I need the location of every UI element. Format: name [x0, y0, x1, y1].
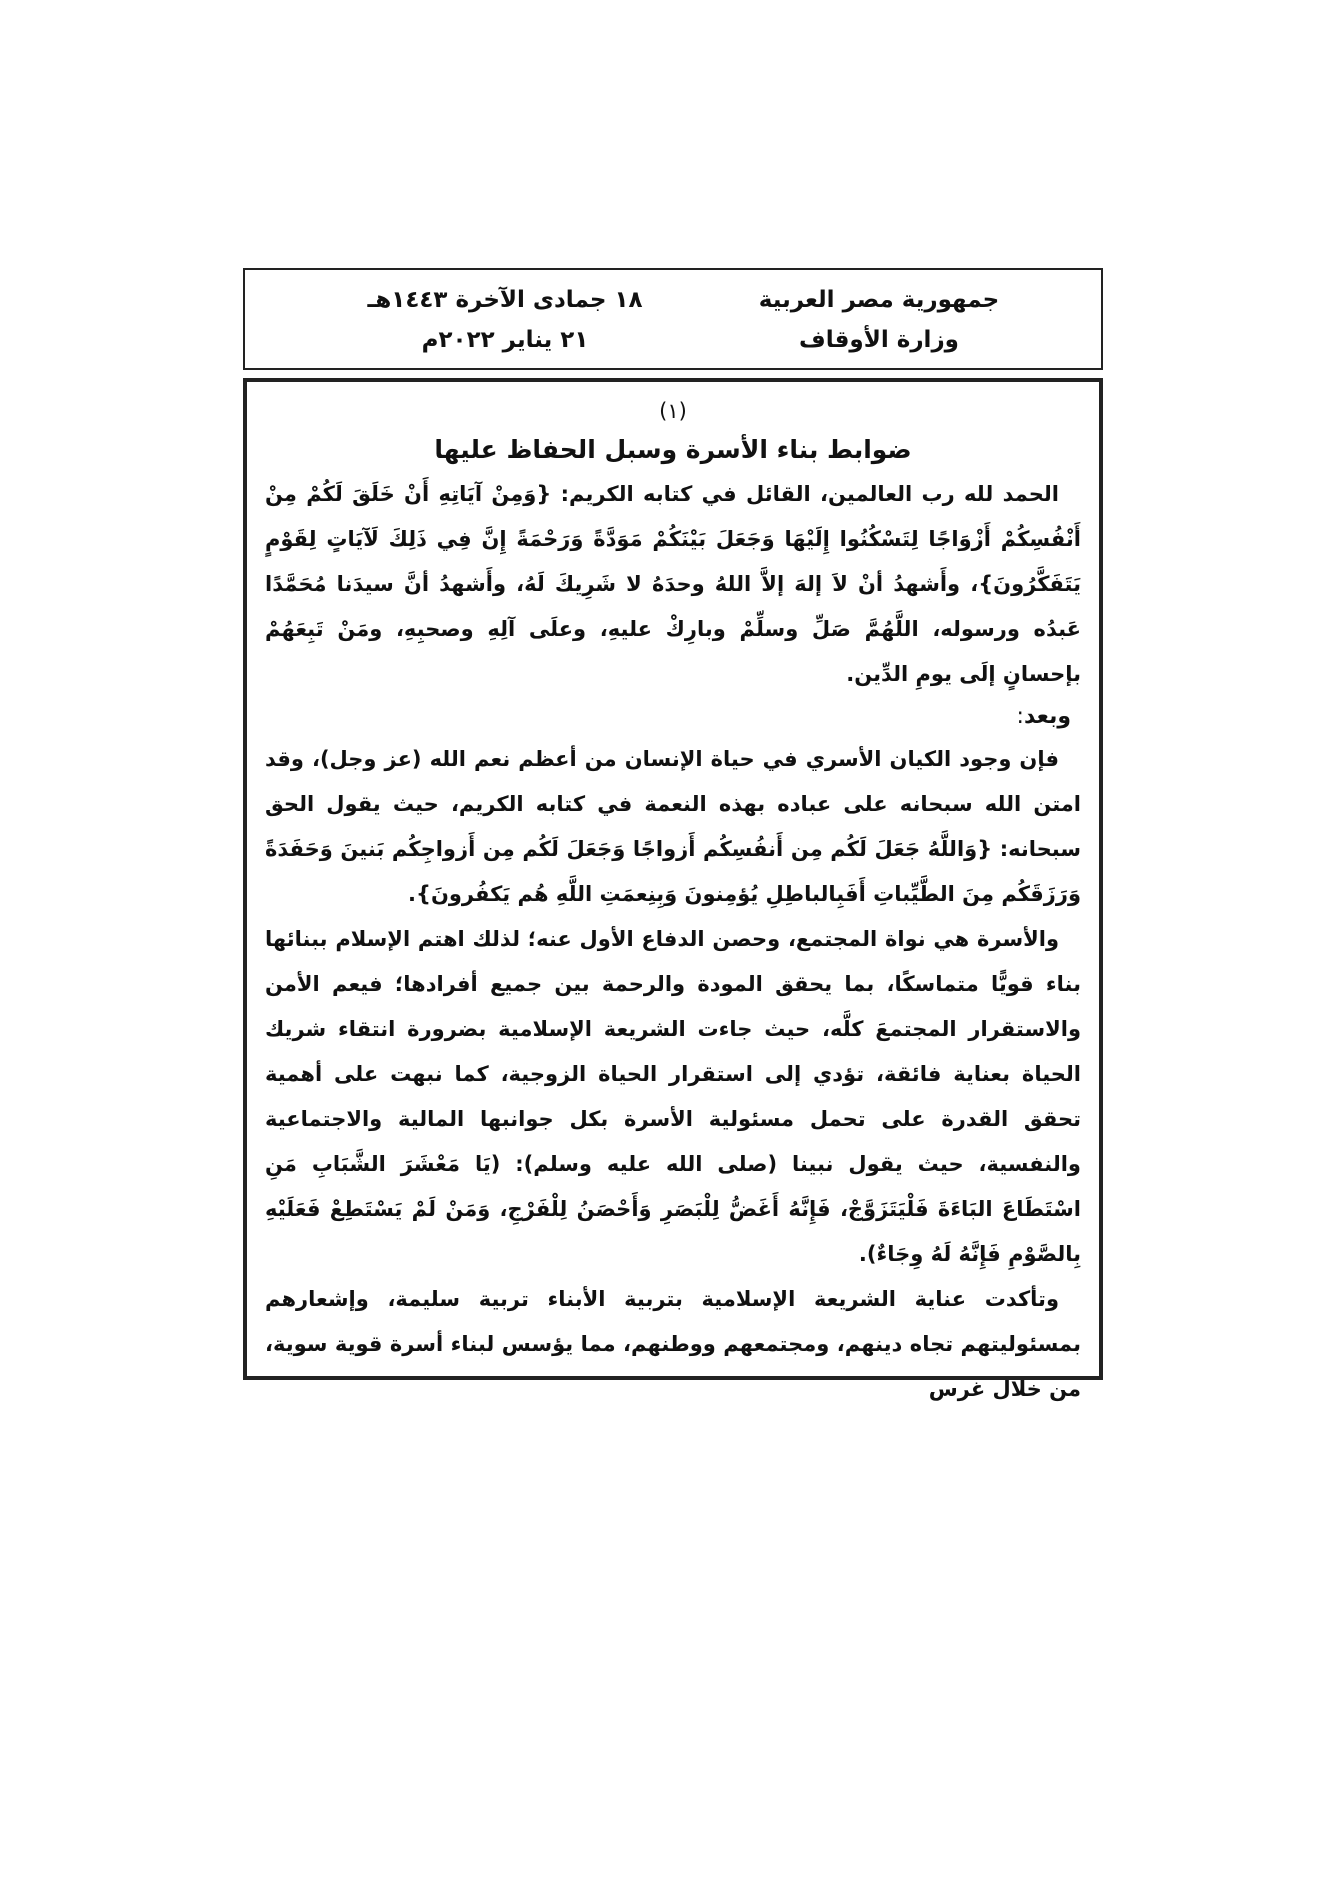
sermon-body	[243, 378, 1103, 1401]
wa-baad-word: وبعد	[1023, 704, 1071, 729]
gregorian-date: ٢١ يناير ٢٠٢٢م	[421, 327, 589, 353]
paragraph-2: والأسرة هي نواة المجتمع، وحصن الدفاع الأول عنه؛ لذلك اهتم الإسلام ببنائها بناء قويًّا متماسكًا، بما يحقق المودة والرحمة بين جميع أفرادها؛ فيعم الأمن والاستقرار المجتمعَ كلَّه، حيث جاءت الشريعة الإسلامية بضرورة انتقاء شريك الحياة بعناية فائقة، تؤدي إلى استقرار الحياة الزوجية، كما نبهت على أهمية تحقق القدرة على تحمل مسئولية الأسرة بكل جوانبها المالية والاجتماعية والنفسية، حيث يقول نبينا (صلى الله عليه وسلم): (يَا مَعْشَرَ الشَّبَابِ مَنِ اسْتَطَاعَ البَاءَةَ فَلْيَتَزَوَّجْ، فَإِنَّهُ أَغَضُّ لِلْبَصَرِ وَأَحْصَنُ لِلْفَرْجِ، وَمَنْ لَمْ يَسْتَطِعْ فَعَلَيْهِ بِالصَّوْمِ فَإِنَّهُ لَهُ وِجَاءٌ).	[265, 927, 1081, 1266]
country-name: جمهورية مصر العربية	[758, 287, 1000, 313]
sermon-title: ضوابط بناء الأسرة وسبل الحفاظ عليها	[434, 435, 912, 464]
hijri-date: ١٨ جمادى الآخرة ١٤٤٣هـ	[367, 287, 643, 313]
header-issuer	[729, 280, 1029, 360]
header-box	[243, 268, 1103, 370]
ministry-name: وزارة الأوقاف	[799, 327, 959, 353]
paragraph-1: فإن وجود الكيان الأسري في حياة الإنسان من أعظم نعم الله (عز وجل)، وقد امتن الله سبحانه على عباده بهذه النعمة في كتابه الكريم، حيث يقول الحق سبحانه: {وَاللَّهُ جَعَلَ لَكُم مِن أَنفُسِكُم أَزواجًا وَجَعَلَ لَكُم مِن أَزواجِكُم بَنينَ وَحَفَدَةً وَرَزَقَكُم مِنَ الطَّيِّباتِ أَفَبِالباطِلِ يُؤمِنونَ وَبِنِعمَتِ اللَّهِ هُم يَكفُرونَ}.	[265, 747, 1081, 906]
intro-paragraph: الحمد لله رب العالمين، القائل في كتابه الكريم: {وَمِنْ آيَاتِهِ أَنْ خَلَقَ لَكُمْ مِنْ أَنْفُسِكُمْ أَزْوَاجًا لِتَسْكُنُوا إِلَيْهَا وَجَعَلَ بَيْنَكُمْ مَوَدَّةً وَرَحْمَةً إِنَّ فِي ذَلِكَ لَآيَاتٍ لِقَوْمٍ يَتَفَكَّرُونَ}، وأَشهدُ أنْ لاَ إلهَ إلاَّ اللهُ وحدَهُ لا شَرِيكَ لَهُ، وأَشهدُ أنَّ سيدَنا مُحَمَّدًا عَبدُه ورسوله، اللَّهُمَّ صَلِّ وسلِّمْ وبارِكْ عليهِ، وعلَى آلِهِ وصحبِهِ، ومَنْ تَبِعَهُمْ بإحسانٍ إلَى يومِ الدِّين.	[265, 482, 1081, 686]
paragraph-3: وتأكدت عناية الشريعة الإسلامية بتربية الأبناء تربية سليمة، وإشعارهم بمسئوليتهم تجاه دينهم، ومجتمعهم ووطنهم، مما يؤسس لبناء أسرة قوية سوية، من خلال غرس	[265, 1287, 1081, 1401]
header-dates	[345, 280, 665, 360]
page-number: (١)	[659, 399, 687, 423]
wa-baad-colon: :	[1016, 704, 1024, 729]
wa-baad-heading	[265, 697, 1081, 737]
